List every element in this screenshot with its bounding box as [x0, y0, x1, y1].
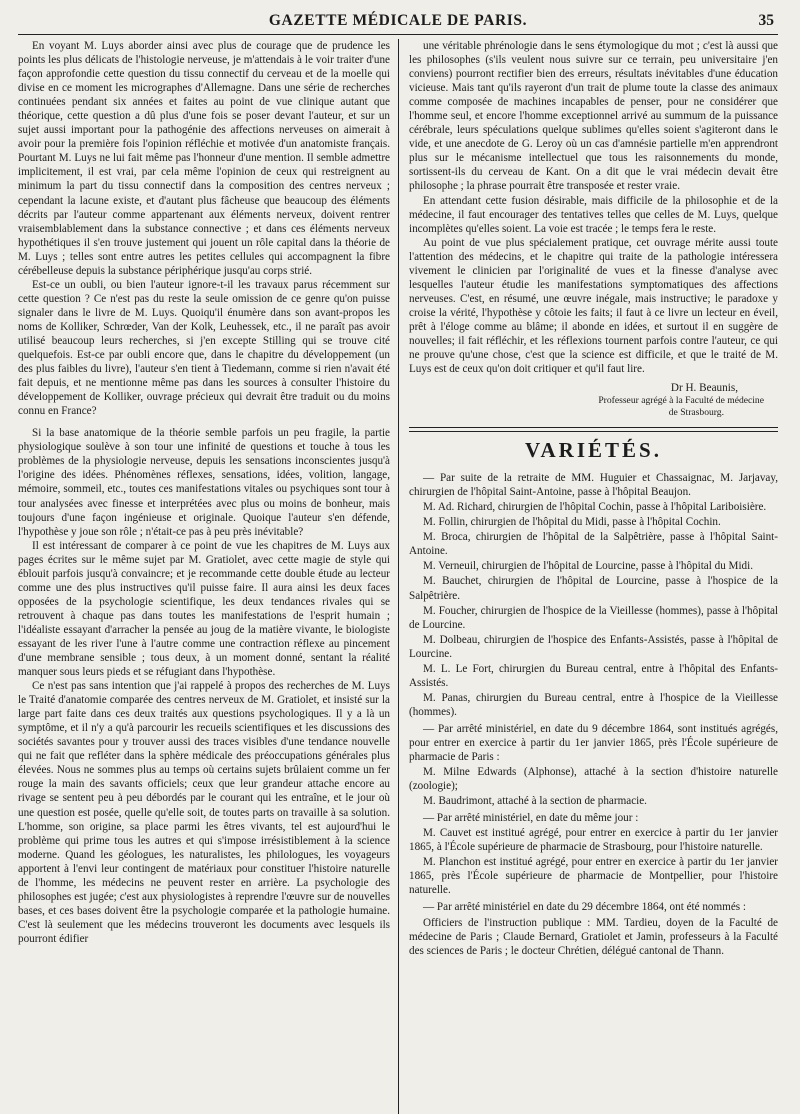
news-item: M. Dolbeau, chirurgien de l'hospice des Enfants-Assistés, passe à l'hôpital de Lourcine. [409, 633, 778, 660]
news-item: M. Bauchet, chirurgien de l'hôpital de Lourcine, passe à l'hospice de la Salpêtrière. [409, 575, 778, 602]
article-paragraph: Au point de vue plus spécialement pratique, cet ouvrage mérite aussi toute l'attention des médecins, et le chapitre qui traite de la pathologie intéressera vivement le clinicien par l'originalité de vues et la finesse d'analyse avec lesquelles l'auteur étudie les manifestations symptomatiques des affections nerveuses. C'est, en résumé, une œuvre inégale, mais instructive; le paradoxe y croise la vérité, l'hypothèse y côtoie les faits; il faut à ce livre un lecteur en éveil, prêt à l'éloge comme au blâme; il abonde en idées, et surtout il en suggère de nouvelles; il fait réfléchir, et les réflexions tournent parfois contre l'auteur, ce qui ne prouve qu'une chose, c'est que la science est difficile, et que le traité de M. Luys est de ceux qu'on doit critiquer et qu'il faut lire. [409, 236, 778, 376]
news-item: M. Milne Edwards (Alphonse), attaché à la section d'histoire naturelle (zoologie); [409, 766, 778, 793]
news-item: M. Ad. Richard, chirurgien de l'hôpital Cochin, passe à l'hôpital Lariboisière. [423, 501, 767, 514]
news-item: M. Planchon est institué agrégé, pour entrer en exercice à partir du 1er janvier 1865, près l'École supérieure de pharmacie de Montpellier, pour l'histoire naturelle. [409, 856, 778, 897]
article-paragraph: une véritable phrénologie dans le sens étymologique du mot ; c'est là aussi que les philosophes (s'ils veulent nous suivre sur ce terrain, peu universitaire j'en conviens) pourront rectifier bien des erreurs, résultats inévitables d'une éducation vicieuse. Mais tant qu'ils rayeront d'un trait de plume toute la classe des animaux comme composée de machines incapables de penser, pour ne considérer que l'homme seul, et encore l'homme exceptionnel arrivé au summum de la puissance cérébrale, leurs spéculations quelque sublimes qu'elles soient s'agiteront dans le vide, et une anecdote de G. Leroy où un cas d'amnésie partielle m'en apprendront plus sur le mécanisme intellectuel que tous les raisonnements du monde, sortissent-ils du cerveau de Kant. On a dit que le vrai médecin devait être philosophe ; la phrase pourrait être transposée et rester vraie. [409, 40, 778, 193]
news-item: M. Baudrimont, attaché à la section de pharmacie. [423, 795, 647, 808]
news-item: M. L. Le Fort, chirurgien du Bureau central, entre à l'hôpital des Enfants-Assistés. [409, 662, 778, 689]
article-paragraph: Est-ce un oubli, ou bien l'auteur ignore-t-il les travaux parus récemment sur cette question ? Ce n'est pas du reste la seule omission de ce genre qu'on puisse signaler dans le livre de M. Luys. Quoiqu'il énumère dans son avant-propos les noms de Kolliker, Schrœder, Van der Kolk, Leuhessek, etc., il ne paraît pas avoir utilisé beaucoup leurs recherches, si j'en excepte Stilling qui se trouve cité quelquefois. Est-ce par oubli encore que, dans le chapitre du développement (un des plus faibles du livre), l'auteur s'en tient à Tiedemann, comme si rien n'avait été fait depuis, et ne mentionne même pas dans les sources à consulter l'histoire du développement de Kolliker, ouvrage précieux qui devrait être traduit ou du moins connu en France? [18, 278, 390, 418]
section-heading: VARIÉTÉS. [525, 438, 662, 463]
news-item: M. Broca, chirurgien de l'hôpital de la Salpêtrière, passe à l'hôpital Saint-Antoine. [409, 531, 778, 558]
page-number: 35 [758, 12, 774, 29]
columns [18, 39, 778, 1114]
author-title-line-2: de Strasbourg. [668, 407, 724, 419]
article-paragraph: Ce n'est pas sans intention que j'ai rappelé à propos des recherches de M. Luys le Traité d'anatomie comparée des centres nerveux de M. Gratiolet, et insisté sur la large part faite dans ces deux traités aux questions psychologiques. Il y a là un symptôme, et il n'y a qu'à parcourir les recueils scientifiques et les discussions des sociétés savantes pour y trouver aussi des traces visibles d'une tendance nouvelle qui ne fait que refléter dans la sphère médicale des préoccupations générales plus élevées. Nous ne sommes plus au temps où certains sujets brûlaient comme un fer rouge la main des savants officiels; ceux que leur grandeur attache encore au rivage se sentent peu à peu débordés par le courant qui les entraîne, et le jour où une question est posée, quelle qu'elle soit, de toutes parts on travaille à sa solution. L'homme, son origine, sa place parmi les êtres vivants, tel est aujourd'hui le problème qui prime tous les autres et qui s'impose irrésistiblement à la science moderne. Quand les géologues, les naturalistes, les philologues, les voyageurs apportent à l'envi leur contingent de matériaux pour constituer l'histoire naturelle de l'homme, les médecins ne peuvent rester en arrière. La psychologie des philosophes est jugée; c'est aux physiologistes à reprendre l'œuvre sur de nouvelles bases, et ces bases doivent être la psychologie comparée et la pathologie humaine. C'est là seulement que les médecins trouveront les documents avec lesquels ils pourront édifier [18, 680, 390, 945]
right-column [398, 39, 778, 1114]
publication-title: GAZETTE MÉDICALE DE PARIS. [268, 12, 528, 29]
left-column [18, 39, 398, 1114]
news-item: M. Panas, chirurgien du Bureau central, entre à l'hospice de la Vieillesse (hommes). [409, 691, 778, 718]
news-item: — Par suite de la retraite de MM. Huguier et Chassaignac, M. Jarjavay, chirurgien de l'hôpital Saint-Antoine, passe à l'hôpital Beaujon. [409, 472, 778, 499]
news-item: M. Follin, chirurgien de l'hôpital du Midi, passe à l'hôpital Cochin. [423, 516, 721, 529]
news-item: — Par arrêté ministériel, en date du même jour : [423, 812, 639, 825]
article-paragraph: Si la base anatomique de la théorie semble parfois un peu fragile, la partie physiologique soulève à son tour une infinité de questions et touche à tous les problèmes de la physiologie nerveuse, depuis les sensations inconscientes jusqu'à l'origine des idées. Phénomènes réflexes, sensations, idées, volition, langage, mémoire, sommeil, etc., toutes ces manifestations vitales ou psychiques sont tour à tour analysées avec finesse et interprétées avec plus ou moins de bonheur, mais toujours d'une façon ingénieuse et originale. Quoique l'auteur s'en défende, l'hypothèse y joue son rôle ; n'était-ce pas à peu près inévitable? [18, 427, 390, 538]
news-item: — Par arrêté ministériel en date du 29 décembre 1864, ont été nommés : [423, 901, 746, 914]
news-item: Officiers de l'instruction publique : MM. Tardieu, doyen de la Faculté de médecine de Paris ; Claude Bernard, Gratiolet et Jamin, professeurs à la Faculté des sciences de Paris ; le docteur Chrétien, délégué cantonal de Thann. [409, 916, 778, 957]
article-paragraph: En voyant M. Luys aborder ainsi avec plus de courage que de prudence les points les plus délicats de l'histologie nerveuse, je m'attendais à le voir traiter d'une façon approfondie cette question du tissu connectif du cerveau et de la moelle qui divise en ce moment les micrographes d'Allemagne. Dans une série de recherches continuées pendant six années et faites au point de vue clinique autant que théorique, cette question a dû plus d'une fois se poser devant l'auteur, et sur un sujet aussi important pour la pathogénie des affections nerveuses on aimerait à avoir pour la première fois l'opinion réfléchie et motivée d'un anatomiste français. Pourtant M. Luys ne lui fait même pas l'honneur d'une mention. Il semble admettre implicitement, il est vrai, par cela même l'opinion de ceux qui restreignent au minimum la part du tissu connectif dans la composition des centres nerveux ; cependant la lacune existe, et d'autant plus fâcheuse que beaucoup des éléments décrits par l'auteur comme appartenant aux éléments nerveux, doivent rentrer vraisemblablement dans la substance connective ; et dans ces éléments nerveux hypothétiques il s'en trouve justement qui jouent un rôle capital dans la théorie de M. Luys ; telles sont entre autres les petites cellules qui accompagnent la fibre cérébelleuse depuis la substance périphérique jusqu'au corps strié. [18, 40, 390, 277]
article-paragraph: Il est intéressant de comparer à ce point de vue les chapitres de M. Luys aux pages écrites sur le même sujet par M. Gratiolet, avec cette magie de style qui éblouit parfois jusqu'à convaincre; et je recommande cette double étude au lecteur comme une des plus instructives qu'il puisse faire. Il aura ainsi les deux faces opposées de la psychologie scientifique, les deux tendances rivales qui se retrouvent à chaque pas dans toutes les manifestations de l'esprit humain ; l'idéaliste essayant d'arracher la pensée au joug de la matière vivante, le biologiste essayant de les river l'une à l'autre comme une contraction réflexe au pincement d'une membrane sensible ; tous deux, à un moment donné, sentant la réalité manquer sous leurs pieds et se réfugiant dans l'hypothèse. [18, 539, 390, 679]
section-divider [409, 427, 778, 432]
news-item: — Par arrêté ministériel, en date du 9 décembre 1864, sont institués agrégés, pour entrer en exercice à partir du 1er janvier 1865, près l'École supérieure de pharmacie de Paris : [409, 722, 778, 764]
page-header [18, 8, 778, 35]
news-item: M. Foucher, chirurgien de l'hospice de la Vieillesse (hommes), passe à l'hôpital de Lourcine. [409, 604, 778, 631]
author-title [409, 395, 778, 419]
article-paragraph: En attendant cette fusion désirable, mais difficile de la philosophie et de la médecine, il faut encourager des tentatives telles que celles de M. Luys, quelque incomplètes qu'elles soient. La voie est tracée ; le temps fera le reste. [409, 194, 778, 235]
news-item: M. Verneuil, chirurgien de l'hôpital de Lourcine, passe à l'hôpital du Midi. [423, 560, 754, 573]
news-item: M. Cauvet est institué agrégé, pour entrer en exercice à partir du 1er janvier 1865, à l'École supérieure de pharmacie de Strasbourg, pour l'histoire naturelle. [409, 827, 778, 854]
author-signature: Dr H. Beaunis, [670, 382, 738, 395]
author-title-line-1: Professeur agrégé à la Faculté de médecine [598, 395, 764, 407]
